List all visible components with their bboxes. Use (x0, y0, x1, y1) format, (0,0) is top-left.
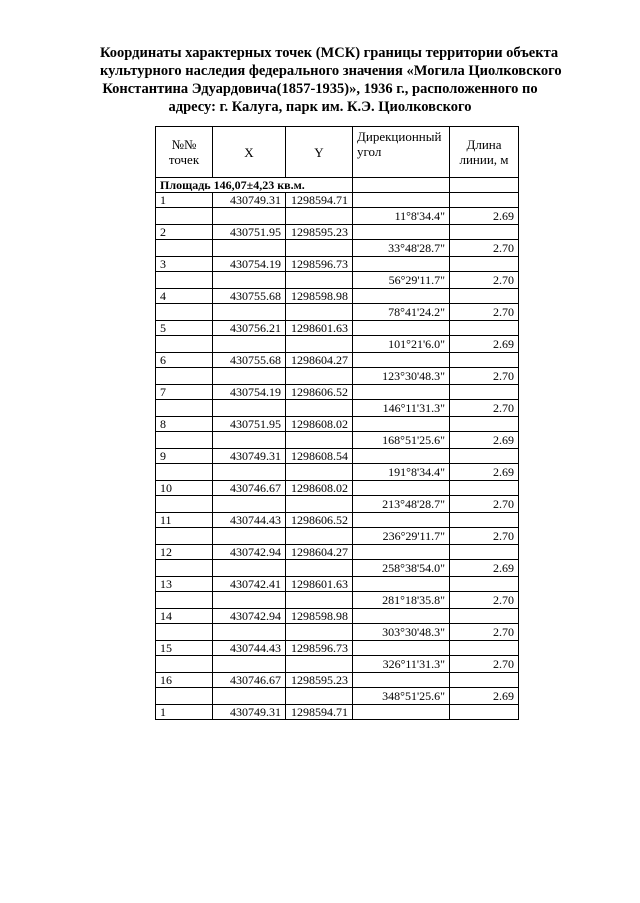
direction-angle: 213°48'28.7" (353, 496, 450, 513)
direction-angle: 236°29'11.7" (353, 528, 450, 545)
empty-cell (156, 272, 213, 289)
point-number: 4 (156, 289, 213, 304)
empty-cell (286, 656, 353, 673)
empty-cell (450, 641, 519, 656)
empty-cell (213, 432, 286, 449)
empty-cell (156, 560, 213, 577)
line-length: 2.69 (450, 336, 519, 353)
point-number: 8 (156, 417, 213, 432)
empty-cell (156, 656, 213, 673)
empty-cell (450, 673, 519, 688)
point-x: 430742.94 (213, 609, 286, 624)
empty-cell (156, 368, 213, 385)
point-x: 430746.67 (213, 673, 286, 688)
title-line: Константина Эдуардовича(1857-1935)», 1936 г., расположенного по (102, 81, 538, 97)
point-y: 1298606.52 (286, 513, 353, 528)
point-number: 3 (156, 257, 213, 272)
point-y: 1298594.71 (286, 193, 353, 208)
empty-cell (450, 257, 519, 272)
point-number: 13 (156, 577, 213, 592)
point-row (156, 225, 519, 240)
empty-cell (286, 240, 353, 257)
empty-cell (156, 400, 213, 417)
empty-cell (213, 368, 286, 385)
empty-cell (450, 609, 519, 624)
empty-cell (450, 545, 519, 560)
area-row (156, 178, 519, 193)
empty-cell (353, 321, 450, 336)
empty-cell (156, 240, 213, 257)
point-x: 430744.43 (213, 641, 286, 656)
point-row (156, 545, 519, 560)
empty-cell (450, 289, 519, 304)
empty-cell (286, 624, 353, 641)
empty-cell (450, 385, 519, 400)
direction-angle: 191°8'34.4" (353, 464, 450, 481)
empty-cell (213, 528, 286, 545)
empty-cell (450, 705, 519, 720)
point-x: 430754.19 (213, 257, 286, 272)
point-row (156, 609, 519, 624)
point-y: 1298606.52 (286, 385, 353, 400)
empty-cell (286, 400, 353, 417)
point-x: 430755.68 (213, 353, 286, 368)
point-row (156, 385, 519, 400)
empty-cell (353, 417, 450, 432)
line-length: 2.69 (450, 688, 519, 705)
line-row (156, 304, 519, 321)
point-row (156, 289, 519, 304)
empty-cell (353, 513, 450, 528)
point-x: 430749.31 (213, 449, 286, 464)
line-row (156, 592, 519, 609)
point-number: 14 (156, 609, 213, 624)
empty-cell (353, 641, 450, 656)
line-row (156, 528, 519, 545)
empty-cell (213, 592, 286, 609)
direction-angle: 78°41'24.2" (353, 304, 450, 321)
direction-angle: 56°29'11.7" (353, 272, 450, 289)
empty-cell (450, 417, 519, 432)
line-length: 2.70 (450, 272, 519, 289)
empty-cell (156, 688, 213, 705)
point-y: 1298595.23 (286, 673, 353, 688)
empty-cell (286, 560, 353, 577)
empty-cell (156, 496, 213, 513)
header-y: Y (286, 127, 353, 178)
point-y: 1298596.73 (286, 641, 353, 656)
title-line: Координаты характерных точек (МСК) границы территории объекта (100, 45, 559, 61)
empty-cell (353, 481, 450, 496)
line-length: 2.70 (450, 624, 519, 641)
point-x: 430744.43 (213, 513, 286, 528)
direction-angle: 168°51'25.6" (353, 432, 450, 449)
empty-cell (286, 368, 353, 385)
empty-cell (450, 193, 519, 208)
line-length: 2.70 (450, 496, 519, 513)
point-number: 1 (156, 705, 213, 720)
point-x: 430749.31 (213, 705, 286, 720)
point-number: 15 (156, 641, 213, 656)
empty-cell (353, 257, 450, 272)
empty-cell (450, 225, 519, 240)
line-row (156, 496, 519, 513)
line-length: 2.70 (450, 656, 519, 673)
empty-cell (286, 496, 353, 513)
line-length: 2.69 (450, 464, 519, 481)
empty-cell (156, 208, 213, 225)
empty-cell (213, 272, 286, 289)
point-number: 12 (156, 545, 213, 560)
point-x: 430756.21 (213, 321, 286, 336)
point-x: 430742.94 (213, 545, 286, 560)
empty-cell (353, 178, 450, 193)
empty-cell (156, 336, 213, 353)
line-row (156, 432, 519, 449)
point-y: 1298608.02 (286, 417, 353, 432)
area-label: Площадь 146,07±4,23 кв.м. (156, 178, 353, 193)
line-row (156, 400, 519, 417)
line-row (156, 688, 519, 705)
point-y: 1298604.27 (286, 353, 353, 368)
empty-cell (213, 464, 286, 481)
point-x: 430754.19 (213, 385, 286, 400)
empty-cell (353, 577, 450, 592)
point-number: 10 (156, 481, 213, 496)
empty-cell (353, 449, 450, 464)
point-x: 430746.67 (213, 481, 286, 496)
header-x: X (213, 127, 286, 178)
point-row (156, 417, 519, 432)
empty-cell (286, 336, 353, 353)
direction-angle: 146°11'31.3" (353, 400, 450, 417)
line-row (156, 464, 519, 481)
empty-cell (156, 304, 213, 321)
point-row (156, 513, 519, 528)
point-number: 9 (156, 449, 213, 464)
line-row (156, 208, 519, 225)
empty-cell (156, 464, 213, 481)
empty-cell (286, 272, 353, 289)
point-row (156, 449, 519, 464)
empty-cell (450, 513, 519, 528)
empty-cell (213, 560, 286, 577)
direction-angle: 258°38'54.0" (353, 560, 450, 577)
line-row (156, 336, 519, 353)
line-length: 2.70 (450, 592, 519, 609)
title-line: адресу: г. Калуга, парк им. К.Э. Циолковского (168, 99, 472, 115)
point-row (156, 257, 519, 272)
line-row (156, 656, 519, 673)
line-length: 2.69 (450, 432, 519, 449)
point-x: 430749.31 (213, 193, 286, 208)
empty-cell (286, 592, 353, 609)
direction-angle: 303°30'48.3" (353, 624, 450, 641)
empty-cell (213, 624, 286, 641)
line-length: 2.70 (450, 528, 519, 545)
line-length: 2.70 (450, 368, 519, 385)
header-direction-angle: Дирекционный угол (353, 127, 450, 178)
point-row (156, 481, 519, 496)
header-point-number: №№ точек (156, 127, 213, 178)
empty-cell (353, 705, 450, 720)
point-number: 16 (156, 673, 213, 688)
point-number: 7 (156, 385, 213, 400)
direction-angle: 33°48'28.7" (353, 240, 450, 257)
point-row (156, 577, 519, 592)
empty-cell (286, 464, 353, 481)
line-length: 2.69 (450, 560, 519, 577)
point-y: 1298594.71 (286, 705, 353, 720)
empty-cell (450, 481, 519, 496)
empty-cell (213, 400, 286, 417)
empty-cell (156, 432, 213, 449)
direction-angle: 123°30'48.3" (353, 368, 450, 385)
point-number: 5 (156, 321, 213, 336)
direction-angle: 326°11'31.3" (353, 656, 450, 673)
point-number: 1 (156, 193, 213, 208)
point-y: 1298598.98 (286, 289, 353, 304)
point-y: 1298608.02 (286, 481, 353, 496)
empty-cell (156, 592, 213, 609)
empty-cell (353, 225, 450, 240)
empty-cell (353, 353, 450, 368)
empty-cell (450, 321, 519, 336)
point-x: 430742.41 (213, 577, 286, 592)
table-header-row (156, 127, 519, 178)
empty-cell (450, 178, 519, 193)
empty-cell (213, 336, 286, 353)
direction-angle: 348°51'25.6" (353, 688, 450, 705)
line-row (156, 272, 519, 289)
title-line: культурного наследия федерального значения «Могила Циолковского (100, 63, 562, 79)
empty-cell (353, 545, 450, 560)
point-row (156, 641, 519, 656)
point-y: 1298601.63 (286, 321, 353, 336)
point-y: 1298596.73 (286, 257, 353, 272)
point-y: 1298608.54 (286, 449, 353, 464)
point-row (156, 321, 519, 336)
line-length: 2.70 (450, 304, 519, 321)
empty-cell (286, 528, 353, 545)
empty-cell (353, 385, 450, 400)
empty-cell (450, 577, 519, 592)
empty-cell (156, 528, 213, 545)
direction-angle: 11°8'34.4" (353, 208, 450, 225)
point-number: 11 (156, 513, 213, 528)
empty-cell (213, 208, 286, 225)
empty-cell (450, 353, 519, 368)
line-row (156, 240, 519, 257)
line-row (156, 368, 519, 385)
empty-cell (286, 208, 353, 225)
empty-cell (450, 449, 519, 464)
point-row (156, 193, 519, 208)
empty-cell (213, 688, 286, 705)
line-length: 2.70 (450, 400, 519, 417)
empty-cell (213, 496, 286, 513)
point-number: 2 (156, 225, 213, 240)
point-x: 430755.68 (213, 289, 286, 304)
line-row (156, 624, 519, 641)
empty-cell (286, 304, 353, 321)
point-row (156, 705, 519, 720)
empty-cell (353, 673, 450, 688)
line-length: 2.70 (450, 240, 519, 257)
point-y: 1298595.23 (286, 225, 353, 240)
empty-cell (213, 240, 286, 257)
coordinates-table (155, 126, 519, 720)
direction-angle: 101°21'6.0" (353, 336, 450, 353)
point-number: 6 (156, 353, 213, 368)
line-row (156, 560, 519, 577)
point-row (156, 353, 519, 368)
point-row (156, 673, 519, 688)
point-x: 430751.95 (213, 225, 286, 240)
empty-cell (353, 193, 450, 208)
empty-cell (353, 289, 450, 304)
document-title (100, 44, 562, 116)
point-y: 1298604.27 (286, 545, 353, 560)
point-y: 1298601.63 (286, 577, 353, 592)
empty-cell (213, 304, 286, 321)
direction-angle: 281°18'35.8" (353, 592, 450, 609)
empty-cell (213, 656, 286, 673)
empty-cell (353, 609, 450, 624)
point-x: 430751.95 (213, 417, 286, 432)
header-line-length: Длина линии, м (450, 127, 519, 178)
point-y: 1298598.98 (286, 609, 353, 624)
line-length: 2.69 (450, 208, 519, 225)
empty-cell (286, 432, 353, 449)
empty-cell (286, 688, 353, 705)
empty-cell (156, 624, 213, 641)
